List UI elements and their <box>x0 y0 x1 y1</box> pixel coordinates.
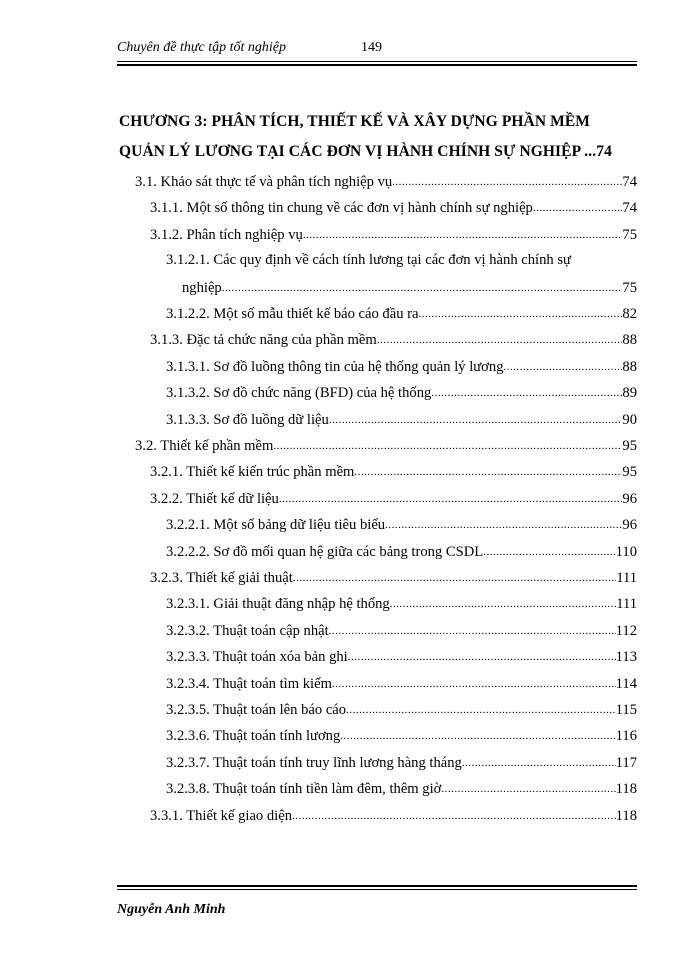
toc-entry-page: 112 <box>615 622 637 639</box>
toc-dot-leader <box>340 726 615 745</box>
toc-entry-text: 3.2.2.1. Một số bảng dữ liệu tiêu biểu <box>166 517 386 534</box>
toc-entry-page: 96 <box>622 490 637 507</box>
toc-entry-text: 3.1.1. Một số thông tin chung về các đơn vị hành chính sự nghiệp <box>150 200 533 217</box>
toc-entry-page: 118 <box>615 781 637 798</box>
toc-dot-leader <box>483 542 615 561</box>
toc-entry[interactable] <box>182 278 637 297</box>
header-page-number: 149 <box>361 40 382 55</box>
toc-entry[interactable] <box>150 806 637 825</box>
toc-entry[interactable] <box>166 726 637 745</box>
toc-dot-leader <box>419 304 623 323</box>
footer-rule-thick <box>117 885 637 887</box>
toc-dot-leader <box>354 462 622 481</box>
toc-entry[interactable] <box>150 225 637 244</box>
toc-entry[interactable] <box>150 330 637 349</box>
page-header <box>117 40 637 62</box>
toc-dot-leader <box>303 225 623 244</box>
toc-entry-page: 90 <box>622 411 637 428</box>
footer-rule-thin <box>117 889 637 890</box>
footer-author: Nguyễn Anh Minh <box>117 902 226 917</box>
toc-entry[interactable] <box>166 251 571 269</box>
toc-entry-text: 3.2.3.5. Thuật toán lên báo cáo <box>166 702 347 718</box>
toc-entry-page: 114 <box>615 675 637 692</box>
toc-entry[interactable] <box>166 647 637 666</box>
toc-entry[interactable] <box>166 357 637 376</box>
toc-entry[interactable] <box>166 304 637 323</box>
toc-entry-page: 117 <box>615 754 637 771</box>
chapter-title-line1: CHƯƠNG 3: PHÂN TÍCH, THIẾT KẾ VÀ XÂY DỰNG PHẦN MỀM <box>119 113 591 130</box>
toc-dot-leader <box>222 278 623 297</box>
toc-entry-text: 3.2. Thiết kế phần mềm <box>135 438 274 454</box>
toc-entry-page: 82 <box>622 306 637 322</box>
toc-entry-page: 95 <box>622 438 637 454</box>
toc-entry[interactable] <box>166 594 637 613</box>
toc-dot-leader <box>348 647 616 666</box>
toc-entry-page: 110 <box>615 543 637 560</box>
toc-entry[interactable] <box>166 410 637 429</box>
toc-entry-page: 75 <box>622 226 637 243</box>
toc-entry-text: 3.2.2. Thiết kế dữ liệu <box>150 490 279 507</box>
toc-dot-leader <box>390 594 616 613</box>
toc-entry-page: 74 <box>622 200 637 217</box>
toc-entry-page: 118 <box>615 807 637 824</box>
toc-entry-page: 88 <box>622 332 637 349</box>
toc-entry-page: 95 <box>622 464 637 481</box>
toc-dot-leader <box>346 700 616 719</box>
toc-entry-text: 3.1.3.1. Sơ đồ luồng thông tin của hệ thống quản lý lương <box>166 358 504 375</box>
toc-entry-text: 3.2.3.6. Thuật toán tính lương <box>166 728 341 745</box>
toc-entry-text: 3.1. Khảo sát thực tế và phân tích nghiệp vụ <box>135 174 393 190</box>
toc-entry-text: 3.1.3.2. Sơ đồ chức năng (BFD) của hệ thống <box>166 385 432 402</box>
toc-entry[interactable] <box>150 462 637 481</box>
toc-entry[interactable] <box>166 700 637 719</box>
toc-entry-text: 3.1.3.3. Sơ đồ luồng dữ liệu <box>166 411 329 428</box>
chapter-title-line2: QUẢN LÝ LƯƠNG TẠI CÁC ĐƠN VỊ HÀNH CHÍNH SỰ NGHIỆP ...74 <box>119 143 612 160</box>
toc-entry-text: 3.1.2. Phân tích nghiệp vụ <box>150 226 303 243</box>
toc-dot-leader <box>504 357 623 376</box>
toc-entry-page: 111 <box>616 570 637 586</box>
toc-dot-leader <box>533 198 623 217</box>
toc-entry-text: 3.3.1. Thiết kế giao diện <box>150 807 292 824</box>
toc-entry-text: 3.2.1. Thiết kế kiến trúc phần mềm <box>150 464 355 481</box>
toc-dot-leader <box>462 753 616 772</box>
toc-entry[interactable] <box>166 542 637 561</box>
header-rule-thin <box>117 61 637 62</box>
toc-entry[interactable] <box>135 172 637 191</box>
toc-dot-leader <box>332 674 616 693</box>
toc-entry-text: 3.2.3. Thiết kế giải thuật <box>150 570 293 586</box>
toc-entry-page: 116 <box>615 728 637 745</box>
toc-dot-leader <box>292 806 616 825</box>
toc-entry[interactable] <box>150 198 637 217</box>
toc-entry-text: nghiệp <box>182 279 222 296</box>
toc-entry-text: 3.1.2.1. Các quy định về cách tính lương tại các đơn vị hành chính sự <box>166 252 571 269</box>
toc-entry-text: 3.1.3. Đặc tả chức năng của phần mềm <box>150 332 377 349</box>
toc-entry[interactable] <box>150 489 637 508</box>
toc-entry-page: 111 <box>616 596 637 613</box>
header-title: Chuyên đề thực tập tốt nghiệp <box>117 40 286 55</box>
toc-entry[interactable] <box>150 568 637 587</box>
toc-dot-leader <box>377 330 623 349</box>
header-rule-thick <box>117 64 637 66</box>
toc-entry-page: 74 <box>622 174 637 190</box>
toc-dot-leader <box>329 410 623 429</box>
toc-entry-text: 3.2.2.2. Sơ đồ mối quan hệ giữa các bảng trong CSDL <box>166 543 484 560</box>
toc-dot-leader <box>392 172 622 191</box>
toc-dot-leader <box>329 621 616 640</box>
toc-entry[interactable] <box>166 621 637 640</box>
toc-entry[interactable] <box>166 753 637 772</box>
toc-dot-leader <box>441 779 615 798</box>
toc-entry-text: 3.2.3.2. Thuật toán cập nhật <box>166 622 329 639</box>
toc-entry-page: 115 <box>615 702 637 718</box>
toc-entry-text: 3.2.3.4. Thuật toán tìm kiếm <box>166 675 332 692</box>
toc-entry-text: 3.1.2.2. Một số mẫu thiết kế báo cáo đầu ra <box>166 306 419 322</box>
toc-entry-text: 3.2.3.1. Giải thuật đăng nhập hệ thống <box>166 596 390 613</box>
toc-entry-page: 88 <box>622 358 637 375</box>
toc-entry-text: 3.2.3.8. Thuật toán tính tiền làm đêm, thêm giờ <box>166 781 442 798</box>
toc-entry[interactable] <box>166 779 637 798</box>
toc-dot-leader <box>431 383 622 402</box>
toc-entry-page: 96 <box>622 517 637 534</box>
toc-entry[interactable] <box>166 674 637 693</box>
toc-entry[interactable] <box>135 436 637 455</box>
toc-entry[interactable] <box>166 515 637 534</box>
toc-dot-leader <box>385 515 622 534</box>
toc-entry-text: 3.2.3.7. Thuật toán tính truy lĩnh lương hàng tháng <box>166 754 462 771</box>
toc-entry-text: 3.2.3.3. Thuật toán xóa bản ghi <box>166 649 348 666</box>
toc-dot-leader <box>279 489 623 508</box>
toc-entry-page: 75 <box>622 279 637 296</box>
toc-entry-page: 89 <box>622 385 637 402</box>
toc-entry[interactable] <box>166 383 637 402</box>
toc-entry-page: 113 <box>615 649 637 666</box>
toc-dot-leader <box>273 436 622 455</box>
toc-dot-leader <box>293 568 616 587</box>
